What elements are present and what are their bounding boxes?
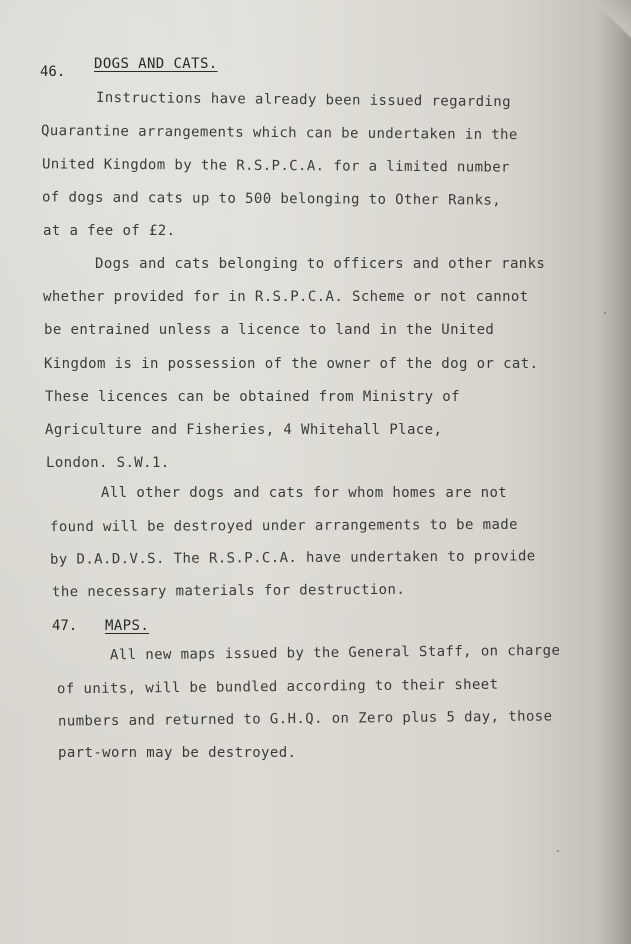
section-46-line-13: All other dogs and cats for whom homes are not [101, 485, 508, 501]
section-46-line-12: London. S.W.1. [46, 455, 170, 471]
section-47-line-3: numbers and returned to G.H.Q. on Zero plus 5 day, those [57, 708, 553, 730]
section-46-line-3: United Kingdom by the R.S.P.C.A. for a limited number [41, 156, 510, 176]
section-46-line-5: at a fee of £2. [43, 223, 176, 239]
section-47-title: MAPS. [105, 618, 150, 634]
section-46-line-10: These licences can be obtained from Ministry of [45, 389, 460, 405]
page-corner [591, 0, 631, 40]
section-46-line-1: Instructions have already been issued regarding [95, 89, 512, 111]
section-46-line-7: whether provided for in R.S.P.C.A. Scheme or not cannot [43, 289, 529, 305]
section-47-line-4: part-worn may be destroyed. [58, 745, 297, 761]
section-47-line-1: All new maps issued by the General Staff, on charge [109, 642, 561, 664]
section-46-line-4: of dogs and cats up to 500 belonging to Other Ranks, [41, 189, 502, 209]
section-46-line-15: by D.A.D.V.S. The R.S.P.C.A. have undertaken to provide [49, 548, 536, 568]
section-47-line-2: of units, will be bundled according to their sheet [56, 676, 499, 698]
page-edge-shadow [597, 0, 631, 944]
section-46-line-2: Quarantine arrangements which can be undertaken in the [40, 122, 518, 144]
section-46-line-8: be entrained unless a licence to land in the United [44, 322, 495, 338]
section-46-line-6: Dogs and cats belonging to officers and other ranks [95, 256, 546, 272]
section-46-line-14: found will be destroyed under arrangements to be made [49, 516, 518, 536]
section-47-number: 47. [52, 618, 78, 634]
paper-speck [604, 312, 606, 314]
section-46-number: 46. [40, 64, 66, 80]
section-46-title: DOGS AND CATS. [94, 56, 218, 72]
section-46-line-9: Kingdom is in possession of the owner of the dog or cat. [44, 356, 539, 372]
paper-speck [557, 850, 559, 852]
section-46-line-16: the necessary materials for destruction. [51, 581, 406, 601]
section-46-line-11: Agriculture and Fisheries, 4 Whitehall Place, [45, 422, 443, 438]
